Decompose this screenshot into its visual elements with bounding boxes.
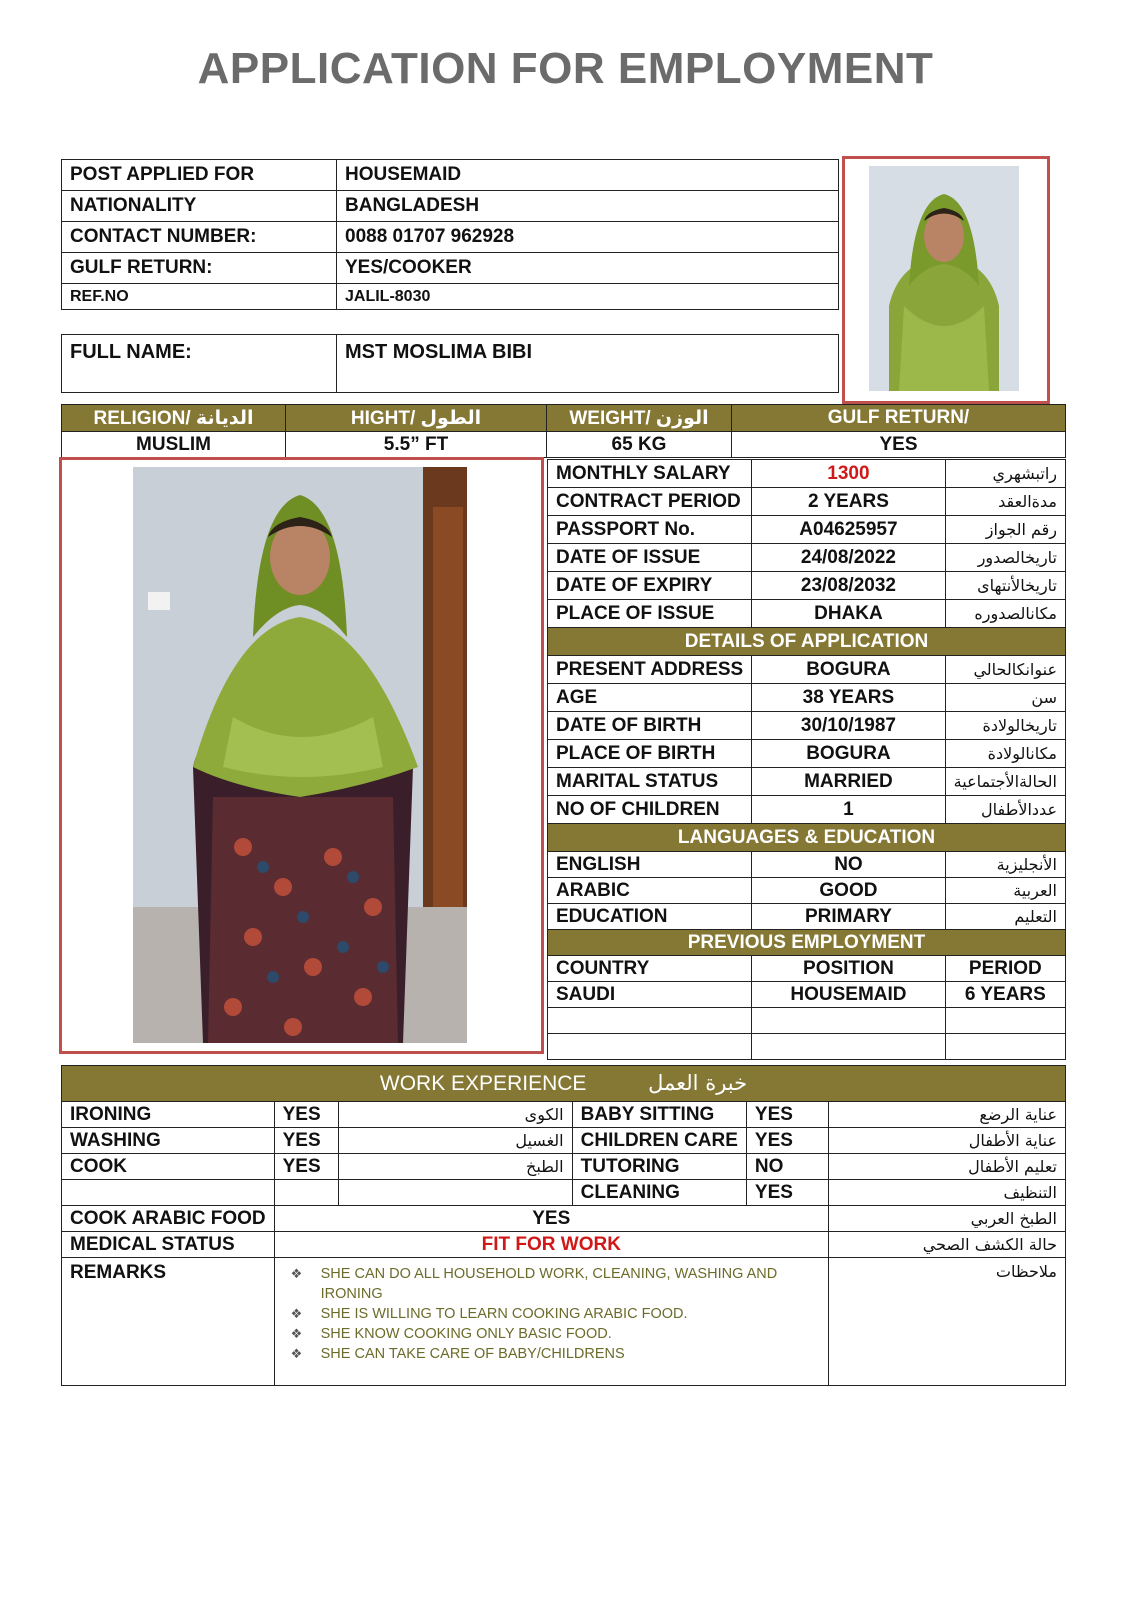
skill-arabic: الكوى — [338, 1102, 572, 1128]
language-row — [548, 878, 1066, 904]
gulf-return-value: YES — [732, 432, 1066, 458]
details-table — [547, 459, 1066, 1060]
language-label: ARABIC — [548, 878, 752, 904]
detail-value: 38 YEARS — [752, 684, 945, 712]
religion-value: MUSLIM — [62, 432, 286, 458]
language-arabic: التعليم — [945, 904, 1065, 930]
remarks-label: REMARKS — [62, 1258, 275, 1386]
details-section-header: DETAILS OF APPLICATION — [548, 628, 1066, 656]
info-row — [62, 191, 839, 222]
info-row — [62, 222, 839, 253]
language-value: PRIMARY — [752, 904, 945, 930]
height-header: HIGHT/ الطول — [286, 405, 547, 432]
weight-header: WEIGHT/ الوزن — [547, 405, 732, 432]
detail-label: DATE OF ISSUE — [548, 544, 752, 572]
monthly-salary-value: 1300 — [752, 460, 945, 488]
cook-arabic-label: COOK ARABIC FOOD — [62, 1206, 275, 1232]
detail-row — [548, 768, 1066, 796]
skill-arabic: عناية الأطفال — [828, 1128, 1065, 1154]
detail-arabic: تاريخالصدور — [945, 544, 1065, 572]
employment-header-row — [548, 956, 1066, 982]
language-value: GOOD — [752, 878, 945, 904]
detail-value: 30/10/1987 — [752, 712, 945, 740]
language-value: NO — [752, 852, 945, 878]
detail-row — [548, 600, 1066, 628]
skill-label: CHILDREN CARE — [572, 1128, 746, 1154]
info-label: GULF RETURN: — [62, 253, 337, 284]
cook-arabic-row — [62, 1206, 1066, 1232]
language-label: EDUCATION — [548, 904, 752, 930]
language-arabic: الأنجليزية — [945, 852, 1065, 878]
full-name-table — [61, 334, 839, 393]
info-value: 0088 01707 962928 — [337, 222, 839, 253]
religion-header: RELIGION/ الديانة — [62, 405, 286, 432]
remark-item: ❖ SHE CAN DO ALL HOUSEHOLD WORK, CLEANING, WASHING AND IRONING — [321, 1264, 820, 1304]
info-label: CONTACT NUMBER: — [62, 222, 337, 253]
skill-arabic: الغسيل — [338, 1128, 572, 1154]
work-row — [62, 1154, 1066, 1180]
info-label: REF.NO — [62, 284, 337, 310]
detail-label: MARITAL STATUS — [548, 768, 752, 796]
detail-value: DHAKA — [752, 600, 945, 628]
employment-col-period: PERIOD — [945, 956, 1065, 982]
medical-label: MEDICAL STATUS — [62, 1232, 275, 1258]
top-info-table — [61, 159, 839, 310]
detail-label: DATE OF EXPIRY — [548, 572, 752, 600]
detail-arabic: راتبشهري — [945, 460, 1065, 488]
detail-label: AGE — [548, 684, 752, 712]
skill-value: YES — [274, 1128, 338, 1154]
language-arabic: العربية — [945, 878, 1065, 904]
skill-label: IRONING — [62, 1102, 275, 1128]
employment-empty-row — [548, 1008, 1066, 1034]
detail-label: NO OF CHILDREN — [548, 796, 752, 824]
detail-value: MARRIED — [752, 768, 945, 796]
detail-arabic: مكانالولادة — [945, 740, 1065, 768]
employment-empty-row — [548, 1034, 1066, 1060]
skill-value: YES — [274, 1102, 338, 1128]
detail-label: DATE OF BIRTH — [548, 712, 752, 740]
employment-section-header: PREVIOUS EMPLOYMENT — [548, 930, 1066, 956]
detail-arabic: عددالأطفال — [945, 796, 1065, 824]
detail-value: 1 — [752, 796, 945, 824]
skill-value: YES — [274, 1154, 338, 1180]
detail-row — [548, 572, 1066, 600]
detail-arabic: الحالةالأجتماعية — [945, 768, 1065, 796]
medical-arabic: حالة الكشف الصحي — [828, 1232, 1065, 1258]
detail-value: 24/08/2022 — [752, 544, 945, 572]
skill-value: YES — [746, 1180, 828, 1206]
languages-section-header: LANGUAGES & EDUCATION — [548, 824, 1066, 852]
work-experience-header — [62, 1066, 1066, 1102]
detail-row — [548, 684, 1066, 712]
detail-label: PLACE OF ISSUE — [548, 600, 752, 628]
detail-label: CONTRACT PERIOD — [548, 488, 752, 516]
detail-row — [548, 712, 1066, 740]
passport-photo — [869, 166, 1019, 391]
detail-row — [548, 488, 1066, 516]
full-name-value: MST MOSLIMA BIBI — [337, 335, 839, 393]
remarks-list-cell — [274, 1258, 828, 1386]
skill-value: YES — [746, 1128, 828, 1154]
detail-arabic: عنوانكالحالي — [945, 656, 1065, 684]
detail-arabic: رقم الجواز — [945, 516, 1065, 544]
detail-arabic: سن — [945, 684, 1065, 712]
summary-table — [61, 404, 1066, 458]
detail-label: PASSPORT No. — [548, 516, 752, 544]
detail-row — [548, 656, 1066, 684]
detail-value: BOGURA — [752, 740, 945, 768]
language-row — [548, 904, 1066, 930]
skill-arabic: عناية الرضع — [828, 1102, 1065, 1128]
detail-label: PRESENT ADDRESS — [548, 656, 752, 684]
detail-arabic: تاريخالأنتهاى — [945, 572, 1065, 600]
skill-label: CLEANING — [572, 1180, 746, 1206]
remark-item: ❖ SHE KNOW COOKING ONLY BASIC FOOD. — [321, 1324, 820, 1344]
work-row — [62, 1128, 1066, 1154]
employment-col-position: POSITION — [752, 956, 945, 982]
detail-value: 2 YEARS — [752, 488, 945, 516]
work-experience-title-arabic: خبرة العمل — [648, 1071, 748, 1095]
medical-row — [62, 1232, 1066, 1258]
detail-arabic: مدةالعقد — [945, 488, 1065, 516]
detail-arabic: تاريخالولادة — [945, 712, 1065, 740]
skill-label: WASHING — [62, 1128, 275, 1154]
weight-value: 65 KG — [547, 432, 732, 458]
skill-arabic: التنظيف — [828, 1180, 1065, 1206]
info-row — [62, 160, 839, 191]
gulf-return-header: GULF RETURN/ — [732, 405, 1066, 432]
skill-label: COOK — [62, 1154, 275, 1180]
info-row — [62, 253, 839, 284]
info-row — [62, 284, 839, 310]
remarks-list — [283, 1264, 820, 1364]
full-name-label: FULL NAME: — [62, 335, 337, 393]
employment-period: 6 YEARS — [945, 982, 1065, 1008]
work-experience-title: WORK EXPERIENCE — [379, 1072, 587, 1095]
skill-value: YES — [746, 1102, 828, 1128]
detail-label: PLACE OF BIRTH — [548, 740, 752, 768]
detail-arabic: مكانالصدوره — [945, 600, 1065, 628]
detail-value: A04625957 — [752, 516, 945, 544]
employment-position: HOUSEMAID — [752, 982, 945, 1008]
info-value: HOUSEMAID — [337, 160, 839, 191]
work-row — [62, 1180, 1066, 1206]
employment-row — [548, 982, 1066, 1008]
skill-arabic: تعليم الأطفال — [828, 1154, 1065, 1180]
detail-value: 23/08/2032 — [752, 572, 945, 600]
employment-col-country: COUNTRY — [548, 956, 752, 982]
skill-arabic: الطبخ — [338, 1154, 572, 1180]
cook-arabic-arabic: الطبخ العربي — [828, 1206, 1065, 1232]
cook-arabic-value: YES — [274, 1206, 828, 1232]
info-label: POST APPLIED FOR — [62, 160, 337, 191]
remark-item: ❖ SHE CAN TAKE CARE OF BABY/CHILDRENS — [321, 1344, 820, 1364]
detail-row — [548, 460, 1066, 488]
detail-row — [548, 740, 1066, 768]
detail-row — [548, 516, 1066, 544]
remark-item: ❖ SHE IS WILLING TO LEARN COOKING ARABIC FOOD. — [321, 1304, 820, 1324]
detail-label: MONTHLY SALARY — [548, 460, 752, 488]
skill-label: TUTORING — [572, 1154, 746, 1180]
skill-label: BABY SITTING — [572, 1102, 746, 1128]
detail-value: BOGURA — [752, 656, 945, 684]
info-value: BANGLADESH — [337, 191, 839, 222]
work-row — [62, 1102, 1066, 1128]
language-row — [548, 852, 1066, 878]
detail-row — [548, 544, 1066, 572]
language-label: ENGLISH — [548, 852, 752, 878]
work-experience-table — [61, 1065, 1066, 1386]
full-body-photo — [133, 467, 467, 1043]
info-value: YES/COOKER — [337, 253, 839, 284]
remarks-arabic: ملاحظات — [828, 1258, 1065, 1386]
detail-row — [548, 796, 1066, 824]
employment-country: SAUDI — [548, 982, 752, 1008]
page-title: APPLICATION FOR EMPLOYMENT — [197, 44, 934, 93]
medical-value: FIT FOR WORK — [274, 1232, 828, 1258]
info-label: NATIONALITY — [62, 191, 337, 222]
info-value: JALIL-8030 — [337, 284, 839, 310]
skill-value: NO — [746, 1154, 828, 1180]
height-value: 5.5” FT — [286, 432, 547, 458]
remarks-row — [62, 1258, 1066, 1386]
